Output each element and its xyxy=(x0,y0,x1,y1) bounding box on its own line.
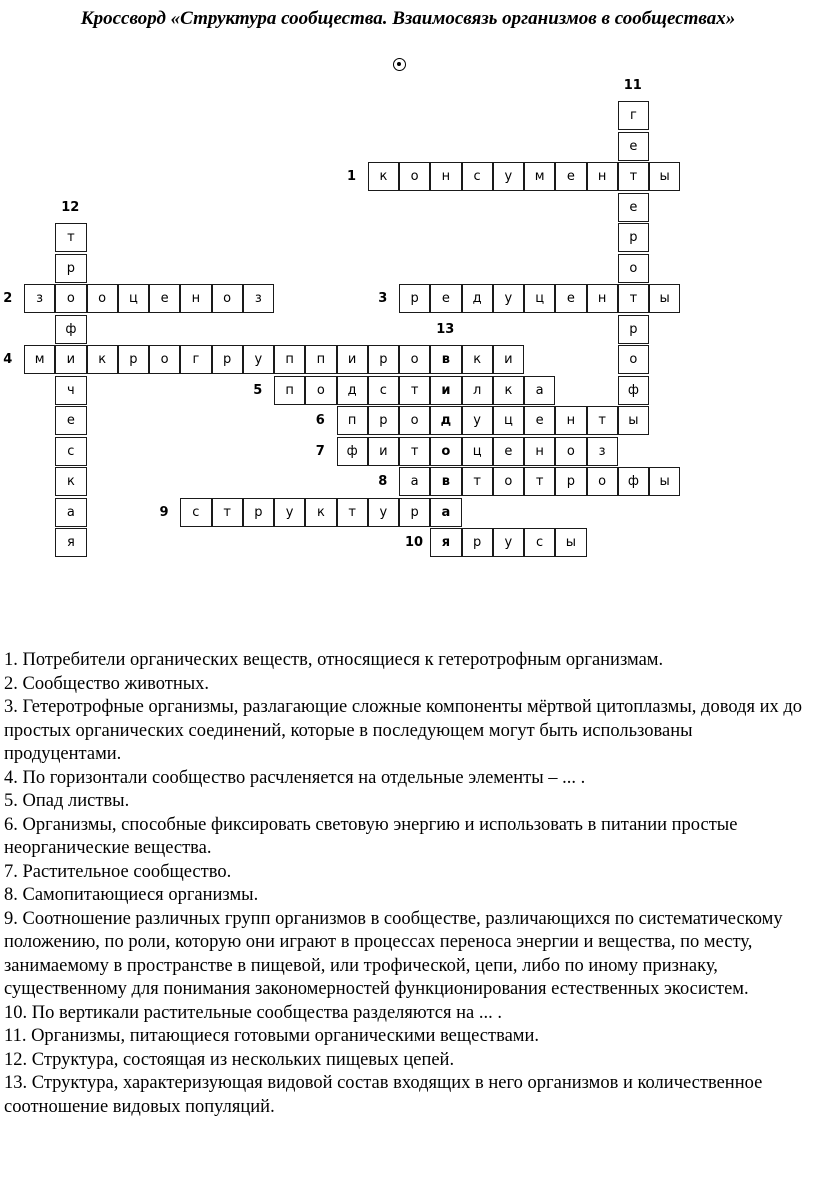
crossword-cell[interactable]: в xyxy=(430,467,461,496)
crossword-cell[interactable]: т xyxy=(587,406,618,435)
clue-number: 1 xyxy=(346,169,357,184)
crossword-cell[interactable]: у xyxy=(243,345,274,374)
crossword-cell[interactable]: у xyxy=(462,406,493,435)
crossword-cell[interactable]: ф xyxy=(337,437,368,466)
crossword-cell[interactable]: у xyxy=(274,498,305,527)
crossword-cell[interactable]: у xyxy=(493,528,524,557)
crossword-cell[interactable]: у xyxy=(493,284,524,313)
crossword-cell[interactable]: о xyxy=(399,162,430,191)
clue-number: 7 xyxy=(315,443,325,459)
crossword-cell[interactable]: у xyxy=(493,162,524,191)
crossword-cell[interactable]: ы xyxy=(649,162,680,191)
crossword-cell[interactable]: ц xyxy=(493,406,524,435)
crossword-cell[interactable]: р xyxy=(618,223,649,252)
crossword-cell[interactable]: е xyxy=(618,132,649,161)
clue-number: 4 xyxy=(3,352,13,367)
crossword-cell[interactable]: т xyxy=(337,498,368,527)
crossword-cell[interactable]: о xyxy=(399,345,430,374)
crossword-cell[interactable]: т xyxy=(618,162,649,191)
crossword-cell[interactable]: т xyxy=(618,284,649,313)
crossword-cell[interactable]: к xyxy=(462,345,493,374)
crossword-cell[interactable]: к xyxy=(368,162,399,191)
crossword-cell[interactable]: т xyxy=(524,467,555,496)
crossword-cell[interactable]: о xyxy=(618,254,649,283)
clue-6: 6. Организмы, способные фиксировать световую энергию и использовать в питании простые неорганические вещества. xyxy=(4,814,738,858)
clue-11: 11. Организмы, питающиеся готовыми органическими веществами. xyxy=(4,1026,540,1046)
crossword-cell[interactable]: т xyxy=(462,467,493,496)
crossword-cell[interactable]: к xyxy=(55,467,86,496)
crossword-cell[interactable]: д xyxy=(462,284,493,313)
crossword-cell[interactable]: д xyxy=(337,376,368,405)
crossword-cell[interactable]: а xyxy=(55,498,86,527)
crossword-cell[interactable]: р xyxy=(618,315,649,344)
crossword-cell[interactable]: ы xyxy=(555,528,586,557)
clues-list xyxy=(4,649,812,1119)
clue-number: 8 xyxy=(378,474,388,489)
crossword-cell[interactable]: т xyxy=(399,376,430,405)
crossword-cell[interactable]: з xyxy=(243,284,274,313)
crossword-cell[interactable]: р xyxy=(555,467,586,496)
crossword-cell[interactable]: р xyxy=(368,406,399,435)
crossword-cell[interactable]: г xyxy=(180,345,211,374)
crossword-cell[interactable]: и xyxy=(430,376,461,405)
clue-number: 12 xyxy=(61,199,80,215)
clue-7: 7. Растительное сообщество. xyxy=(4,861,232,882)
crossword-cell[interactable]: н xyxy=(524,437,555,466)
crossword-cell[interactable]: г xyxy=(618,101,649,130)
crossword-cell[interactable]: и xyxy=(337,345,368,374)
crossword-cell[interactable]: т xyxy=(55,223,86,252)
crossword-cell[interactable]: р xyxy=(243,498,274,527)
crossword-cell[interactable]: н xyxy=(180,284,211,313)
crossword-cell[interactable]: к xyxy=(305,498,336,527)
clue-number: 6 xyxy=(315,413,325,428)
crossword-cell[interactable]: р xyxy=(399,498,430,527)
crossword-cell[interactable]: с xyxy=(368,376,399,405)
crossword-cell[interactable]: м xyxy=(24,345,55,374)
crossword-cell[interactable]: к xyxy=(493,376,524,405)
crossword-cell[interactable]: и xyxy=(493,345,524,374)
crossword-cell[interactable]: р xyxy=(462,528,493,557)
crossword-cell[interactable]: с xyxy=(524,528,555,557)
clue-number: 2 xyxy=(3,291,13,306)
clue-9: 9. Соотношение различных групп организмов в сообществе, различающихся по систематическому положению, по роли, которую они играют в процессах переноса энергии и вещества, по месту, занимаемому в пространстве в пищевой, или трофической, цепи, либо по иному признаку, существенному для понимания закономерностей функционирования естественных экосистем. xyxy=(4,908,783,999)
clue-5: 5. Опад листвы. xyxy=(4,791,130,811)
clue-number: 9 xyxy=(159,504,169,520)
crossword-cell[interactable]: о xyxy=(212,284,243,313)
crossword-cell[interactable]: и xyxy=(55,345,86,374)
crossword-cell[interactable]: з xyxy=(24,284,55,313)
crossword-cell[interactable]: к xyxy=(87,345,118,374)
crossword-cell[interactable]: е xyxy=(493,437,524,466)
crossword-cell[interactable]: д xyxy=(430,406,461,435)
crossword-cell[interactable]: п xyxy=(274,376,305,405)
crossword-cell[interactable]: р xyxy=(368,345,399,374)
crossword-cell[interactable]: я xyxy=(430,528,461,557)
crossword-cell[interactable]: о xyxy=(149,345,180,374)
crossword-cell[interactable]: п xyxy=(337,406,368,435)
crossword-cell[interactable]: р xyxy=(55,254,86,283)
crossword-cell[interactable]: ф xyxy=(55,315,86,344)
crossword-cell[interactable]: ц xyxy=(462,437,493,466)
crossword-cell[interactable]: я xyxy=(55,528,86,557)
clue-number: 5 xyxy=(253,382,263,398)
page-title: Кроссворд «Структура сообщества. Взаимосвязь организмов в сообществах» xyxy=(80,8,736,29)
crossword-cell[interactable]: т xyxy=(399,437,430,466)
crossword-cell[interactable]: з xyxy=(587,437,618,466)
crossword-cell[interactable]: а xyxy=(524,376,555,405)
clue-1: 1. Потребители органических веществ, относящиеся к гетеротрофным организмам. xyxy=(4,650,664,670)
crossword-cell[interactable]: е xyxy=(524,406,555,435)
clue-2: 2. Сообщество животных. xyxy=(4,673,210,694)
crossword-cell[interactable]: е xyxy=(430,284,461,313)
crossword-cell[interactable]: о xyxy=(587,467,618,496)
clue-3: 3. Гетеротрофные организмы, разлагающие сложные компоненты мёртвой цитоплазмы, доводя их до простых органических соединений, которые в последующем могут быть использованы продуцентами. xyxy=(4,697,803,764)
crossword-cell[interactable]: н xyxy=(587,284,618,313)
crossword-cell[interactable]: о xyxy=(55,284,86,313)
crossword-cell[interactable]: о xyxy=(305,376,336,405)
crossword-cell[interactable]: о xyxy=(555,437,586,466)
crossword-cell[interactable]: с xyxy=(462,162,493,191)
crossword-cell[interactable]: п xyxy=(305,345,336,374)
crossword-cell[interactable]: с xyxy=(55,437,86,466)
crossword-cell[interactable]: н xyxy=(430,162,461,191)
clue-13: 13. Структура, характеризующая видовой состав входящих в него организмов и количественное соотношение видовых популяций. xyxy=(4,1073,763,1117)
crossword-cell[interactable]: ф xyxy=(618,467,649,496)
clue-number: 13 xyxy=(436,321,455,337)
crossword-cell[interactable]: с xyxy=(180,498,211,527)
crossword-cell[interactable]: ф xyxy=(618,376,649,405)
clue-4: 4. По горизонтали сообщество расчленяется на отдельные элементы – ... . xyxy=(4,767,586,788)
crossword-cell[interactable]: и xyxy=(368,437,399,466)
crossword-cell[interactable]: р xyxy=(118,345,149,374)
clue-8: 8. Самопитающиеся организмы. xyxy=(4,885,259,905)
crossword-cell[interactable]: е xyxy=(55,406,86,435)
crossword-cell[interactable]: е xyxy=(555,284,586,313)
crossword-cell[interactable]: р xyxy=(399,284,430,313)
clue-number: 11 xyxy=(623,77,642,93)
crossword-cell[interactable]: ы xyxy=(618,406,649,435)
crossword-cell[interactable]: о xyxy=(618,345,649,374)
clue-12: 12. Структура, состоящая из нескольких пищевых цепей. xyxy=(4,1049,455,1070)
crossword-cell[interactable]: о xyxy=(493,467,524,496)
crossword-cell[interactable]: о xyxy=(87,284,118,313)
clue-number: 10 xyxy=(404,535,424,550)
crossword-cell[interactable]: о xyxy=(399,406,430,435)
crossword-cell[interactable]: в xyxy=(430,345,461,374)
crossword-cell[interactable]: ц xyxy=(524,284,555,313)
crossword-cell[interactable]: о xyxy=(430,437,461,466)
clue-10: 10. По вертикали растительные сообщества разделяются на ... . xyxy=(4,1002,503,1023)
crossword-cell[interactable]: е xyxy=(555,162,586,191)
crossword-cell[interactable]: п xyxy=(274,345,305,374)
crossword-cell[interactable]: ы xyxy=(649,284,680,313)
crossword-cell[interactable]: ч xyxy=(55,376,86,405)
crossword-cell[interactable]: ы xyxy=(649,467,680,496)
crossword-cell[interactable]: р xyxy=(212,345,243,374)
crossword-cell[interactable]: е xyxy=(618,193,649,222)
crossword-cell[interactable]: л xyxy=(462,376,493,405)
crossword-cell[interactable]: а xyxy=(430,498,461,527)
clue-number: 3 xyxy=(378,291,388,306)
crossword-cell[interactable]: м xyxy=(524,162,555,191)
crossword-cell[interactable]: н xyxy=(555,406,586,435)
crossword-cell[interactable]: у xyxy=(368,498,399,527)
crossword-cell[interactable]: е xyxy=(149,284,180,313)
crossword-cell[interactable]: н xyxy=(587,162,618,191)
crossword-cell[interactable]: ц xyxy=(118,284,149,313)
crossword-cell[interactable]: а xyxy=(399,467,430,496)
crossword-cell[interactable]: т xyxy=(212,498,243,527)
